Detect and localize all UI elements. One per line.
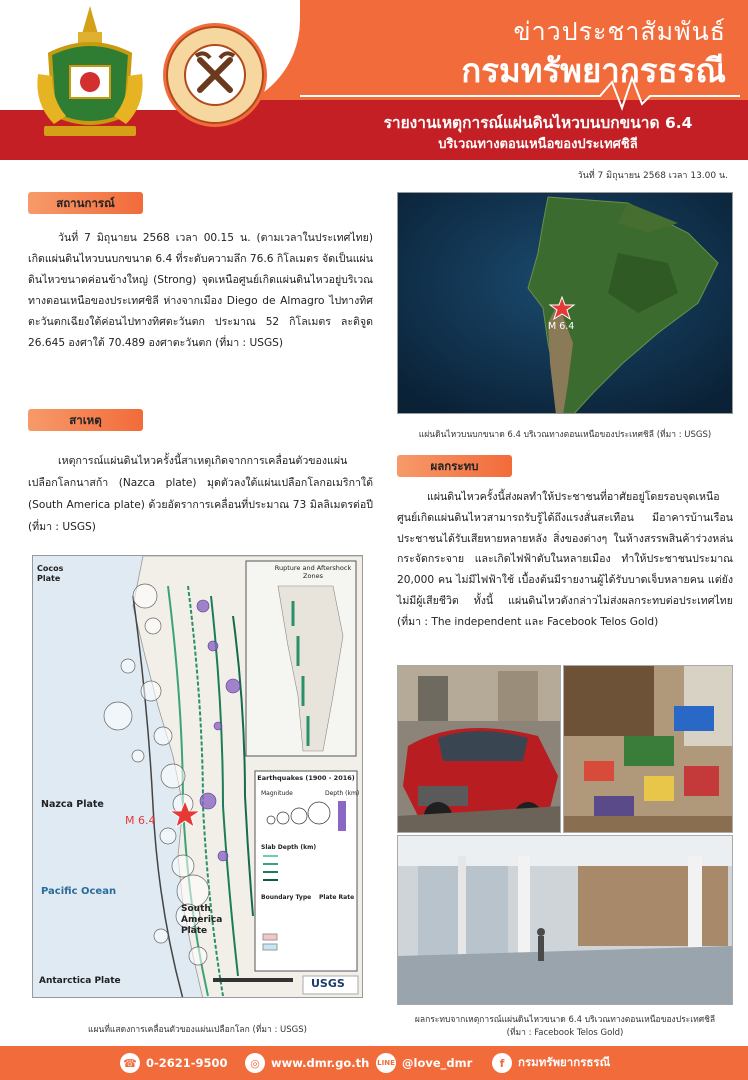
section-label-impact: ผลกระทบ bbox=[397, 455, 512, 477]
legend-slab-depth: Slab Depth (km) bbox=[261, 844, 317, 851]
sa-map-marker-label: M 6.4 bbox=[548, 321, 575, 332]
sa-map-caption: แผ่นดินไหวบนบกขนาด 6.4 บริเวณทางตอนเหนือของประเทศชิลี (ที่มา : USGS) bbox=[418, 430, 712, 440]
label-pacific-ocean: Pacific Ocean bbox=[41, 886, 117, 897]
south-america-satellite-map bbox=[397, 192, 733, 414]
tectonic-map-caption: แผนที่แสดงการเคลื่อนตัวของแผ่นเปลือกโลก (ที่มา : USGS) bbox=[88, 1025, 307, 1035]
impact-text: แผ่นดินไหวครั้งนี้ส่งผลทำให้ประชาชนที่อาศัยอยู่โดยรอบจุดเหนือศูนย์เกิดแผ่นดินไหวสามารถรับรู้ได้ถึงแรงสั่นสะเทือน มีอาคารบ้านเรือนประชาชนได้รับเสียหายหลายหลัง สิ่งของต่างๆ ในห้างสรรพสินค้าร่วงหล่นกระจัดกระจาย และเกิดไฟฟ้าดับในหลายเมือง ทำให้ประชาชนประมาณ 20,000 คน ไม่มีไฟฟ้าใช้ เบื้องต้นมีรายงานผู้ได้รับบาดเจ็บหลายคน แต่ยังไม่มีผู้เสียชีวิต ทั้งนี้ แผ่นดินไหวดังกล่าวไม่ส่งผลกระทบต่อประเทศไทย (ที่มา : The independent และ Facebook Telos Gold) bbox=[397, 491, 733, 628]
legend-magnitude: Magnitude bbox=[261, 790, 293, 797]
footer-website[interactable] bbox=[245, 1046, 369, 1080]
report-subtitle: บริเวณทางตอนเหนือของประเทศชิลี bbox=[438, 137, 638, 152]
ministry-emblem-logo bbox=[30, 4, 150, 144]
footer-phone[interactable] bbox=[120, 1046, 228, 1080]
plate-label-antarctica: Antarctica Plate bbox=[39, 976, 121, 986]
legend-title: Earthquakes (1900 - 2016) bbox=[257, 774, 355, 782]
photo-damaged-mall bbox=[397, 835, 733, 1005]
dmr-logo bbox=[160, 20, 270, 130]
plate-label-cocos: Cocos Plate bbox=[37, 564, 64, 583]
report-date: วันที่ 7 มิถุนายน 2568 เวลา 13.00 น. bbox=[577, 171, 728, 181]
section-label-situation: สถานการณ์ bbox=[28, 192, 143, 214]
department-name: กรมทรัพยากรธรณี bbox=[461, 51, 726, 90]
inset-title: Rupture and Aftershock Zones bbox=[274, 564, 352, 580]
seismograph-line-icon bbox=[300, 74, 748, 114]
photo-damaged-car bbox=[397, 665, 561, 833]
photos-caption-line2: (ที่มา : Facebook Telos Gold) bbox=[506, 1028, 624, 1038]
news-kicker: ข่าวประชาสัมพันธ์ bbox=[513, 17, 726, 46]
legend-plate-rate: Plate Rate bbox=[319, 894, 355, 901]
phone-icon: ☎ bbox=[120, 1053, 140, 1073]
footer-line-text: @love_dmr bbox=[402, 1056, 473, 1070]
photos-caption-line1: ผลกระทบจากเหตุการณ์แผ่นดินไหวขนาด 6.4 บริเวณทางตอนเหนือของประเทศชิลี bbox=[414, 1015, 716, 1025]
cause-text: เหตุการณ์แผ่นดินไหวครั้งนี้สาเหตุเกิดจากการเคลื่อนตัวของแผ่นเปลือกโลกนาสก้า (Nazca plate) มุดตัวลงใต้แผ่นเปลือกโลกอเมริกาใต้ (South America plate) ด้วยอัตราการเคลื่อนที่ประมาณ 73 มิลลิเมตรต่อปี (ที่มา : USGS) bbox=[28, 455, 373, 533]
situation-text: วันที่ 7 มิถุนายน 2568 เวลา 00.15 น. (ตามเวลาในประเทศไทย) เกิดแผ่นดินไหวบนบกขนาด 6.4 ที่ระดับความลึก 76.6 กิโลเมตร จัดเป็นแผ่นดินไหวขนาดค่อนข้างใหญ่ (Strong) จุดเหนือศูนย์เกิดแผ่นดินไหวอยู่บริเวณทางตอนเหนือของประเทศชิลี ห่างจากเมือง Diego de Almagro ไปทางทิศตะวันตกเฉียงใต้ค่อนไปทางทิศตะวันตก ประมาณ 52 กิโลเมตร ละติจูด 26.645 องศาใต้ 70.489 องศาตะวันตก (ที่มา : USGS) bbox=[28, 232, 373, 349]
photos-caption bbox=[397, 1014, 733, 1040]
photo-fallen-goods bbox=[563, 665, 733, 833]
facebook-icon: f bbox=[492, 1053, 512, 1073]
footer-phone-text: 0-2621-9500 bbox=[146, 1056, 228, 1070]
satellite-map-graphic bbox=[398, 193, 733, 414]
tectonic-map-marker-label: M 6.4 bbox=[125, 814, 156, 827]
footer-facebook[interactable] bbox=[492, 1046, 610, 1080]
page-footer bbox=[0, 1046, 748, 1080]
page-header bbox=[0, 0, 748, 160]
legend-boundary-type: Boundary Type bbox=[261, 894, 312, 901]
footer-facebook-text: กรมทรัพยากรธรณี bbox=[518, 1055, 611, 1069]
footer-line[interactable] bbox=[376, 1046, 472, 1080]
globe-icon: ◎ bbox=[245, 1053, 265, 1073]
legend-depth: Depth (km) bbox=[325, 790, 360, 797]
line-app-icon: LINE bbox=[376, 1053, 396, 1073]
tectonic-plate-map bbox=[32, 555, 363, 998]
photo-damaged-car-graphic bbox=[398, 666, 561, 833]
photo-damaged-mall-graphic bbox=[398, 836, 733, 1005]
footer-website-text: www.dmr.go.th bbox=[271, 1056, 370, 1070]
plate-label-south-america: South America Plate bbox=[181, 904, 223, 936]
report-title: รายงานเหตุการณ์แผ่นดินไหวบนบกขนาด 6.4 bbox=[383, 114, 693, 132]
section-label-cause: สาเหตุ bbox=[28, 409, 143, 431]
usgs-logo: USGS bbox=[311, 977, 345, 990]
plate-label-nazca: Nazca Plate bbox=[41, 799, 104, 810]
photo-fallen-goods-graphic bbox=[564, 666, 733, 833]
